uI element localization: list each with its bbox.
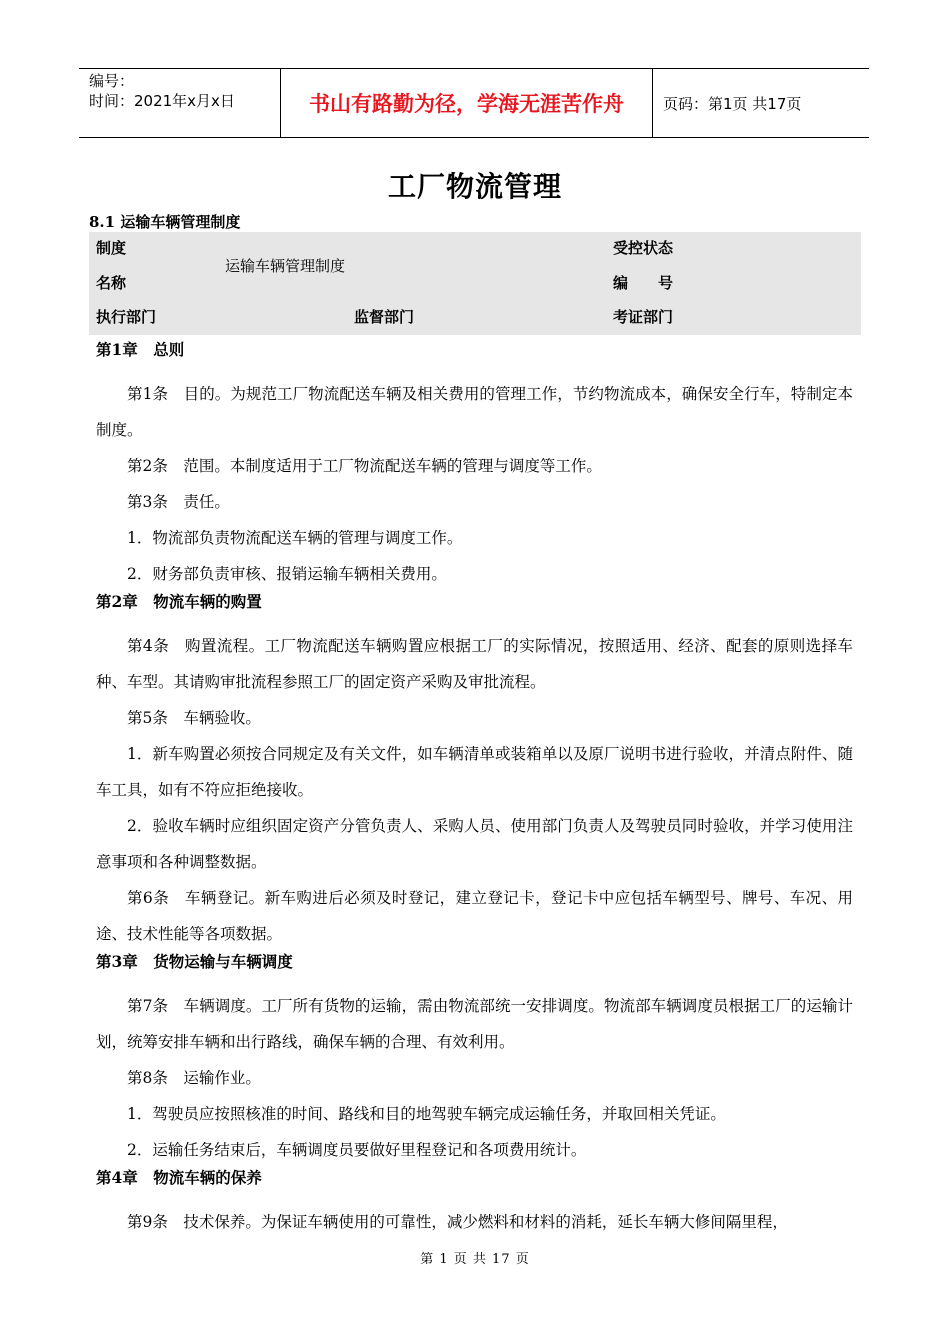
body-paragraph: 1．驾驶员应按照核准的时间、路线和目的地驾驶车辆完成运输任务，并取回相关凭证。 xyxy=(127,1105,726,1123)
body-paragraph: 1．物流部负责物流配送车辆的管理与调度工作。 xyxy=(127,529,463,547)
document-title: 工厂物流管理 xyxy=(387,170,562,203)
doc-time-label: 时间：2021年x月x日 xyxy=(89,92,235,110)
body-paragraph: 第7条 车辆调度。工厂所有货物的运输，需由物流部统一安排调度。物流部车辆调度员根据工厂的运输计划，统筹安排车辆和出行路线，确保车辆的合理、有效利用。 xyxy=(96,997,853,1051)
system-label-1: 制度 xyxy=(96,239,127,257)
body-paragraph: 第8条 运输作业。 xyxy=(127,1069,261,1087)
body-paragraph: 第5条 车辆验收。 xyxy=(127,709,261,727)
system-name-value: 运输车辆管理制度 xyxy=(225,257,346,275)
system-label-2: 名称 xyxy=(96,274,127,292)
document-body xyxy=(96,340,853,1240)
body-paragraph: 第4条 购置流程。工厂物流配送车辆购置应根据工厂的实际情况，按照适用、经济、配套的原则选择车种、车型。其请购审批流程参照工厂的固定资产采购及审批流程。 xyxy=(96,637,853,691)
body-paragraph: 第6条 车辆登记。新车购进后必须及时登记，建立登记卡，登记卡中应包括车辆型号、牌号、车况、用途、技术性能等各项数据。 xyxy=(96,889,853,943)
audit-dept-label: 考证部门 xyxy=(613,308,674,326)
body-paragraph: 2．财务部负责审核、报销运输车辆相关费用。 xyxy=(127,565,447,583)
page-header xyxy=(79,68,869,138)
doc-number-label: 编号： xyxy=(89,72,135,90)
body-paragraph: 2．运输任务结束后，车辆调度员要做好里程登记和各项费用统计。 xyxy=(127,1141,587,1159)
controlled-status-label: 受控状态 xyxy=(613,239,674,257)
body-paragraph: 2．验收车辆时应组织固定资产分管负责人、采购人员、使用部门负责人及驾驶员同时验收，并学习使用注意事项和各种调整数据。 xyxy=(96,817,853,871)
body-paragraph: 第3条 责任。 xyxy=(127,493,230,511)
body-paragraph: 1．新车购置必须按合同规定及有关文件，如车辆清单或装箱单以及原厂说明书进行验收，并清点附件、随车工具，如有不符应拒绝接收。 xyxy=(96,745,853,799)
control-info-table xyxy=(89,232,861,335)
supervise-dept-label: 监督部门 xyxy=(354,308,415,326)
chapter-heading: 第2章 物流车辆的购置 xyxy=(96,592,262,611)
header-meta xyxy=(79,69,281,137)
header-page-info: 页码：第1页 共17页 xyxy=(663,94,802,113)
chapter-heading: 第1章 总则 xyxy=(96,340,185,359)
exec-dept-label: 执行部门 xyxy=(96,308,157,326)
body-paragraph: 第9条 技术保养。为保证车辆使用的可靠性，减少燃料和材料的消耗，延长车辆大修间隔里程， xyxy=(127,1213,788,1231)
body-paragraph: 第1条 目的。为规范工厂物流配送车辆及相关费用的管理工作，节约物流成本，确保安全行车，特制定本制度。 xyxy=(96,385,853,439)
number-label: 编 号 xyxy=(613,274,674,292)
page-footer: 第 1 页 共 17 页 xyxy=(420,1252,530,1267)
header-motto: 书山有路勤为径，学海无涯苦作舟 xyxy=(281,69,653,137)
section-heading: 8.1 运输车辆管理制度 xyxy=(89,213,241,231)
chapter-heading: 第3章 货物运输与车辆调度 xyxy=(96,952,293,971)
body-paragraph: 第2条 范围。本制度适用于工厂物流配送车辆的管理与调度等工作。 xyxy=(127,457,602,475)
chapter-heading: 第4章 物流车辆的保养 xyxy=(96,1168,262,1187)
